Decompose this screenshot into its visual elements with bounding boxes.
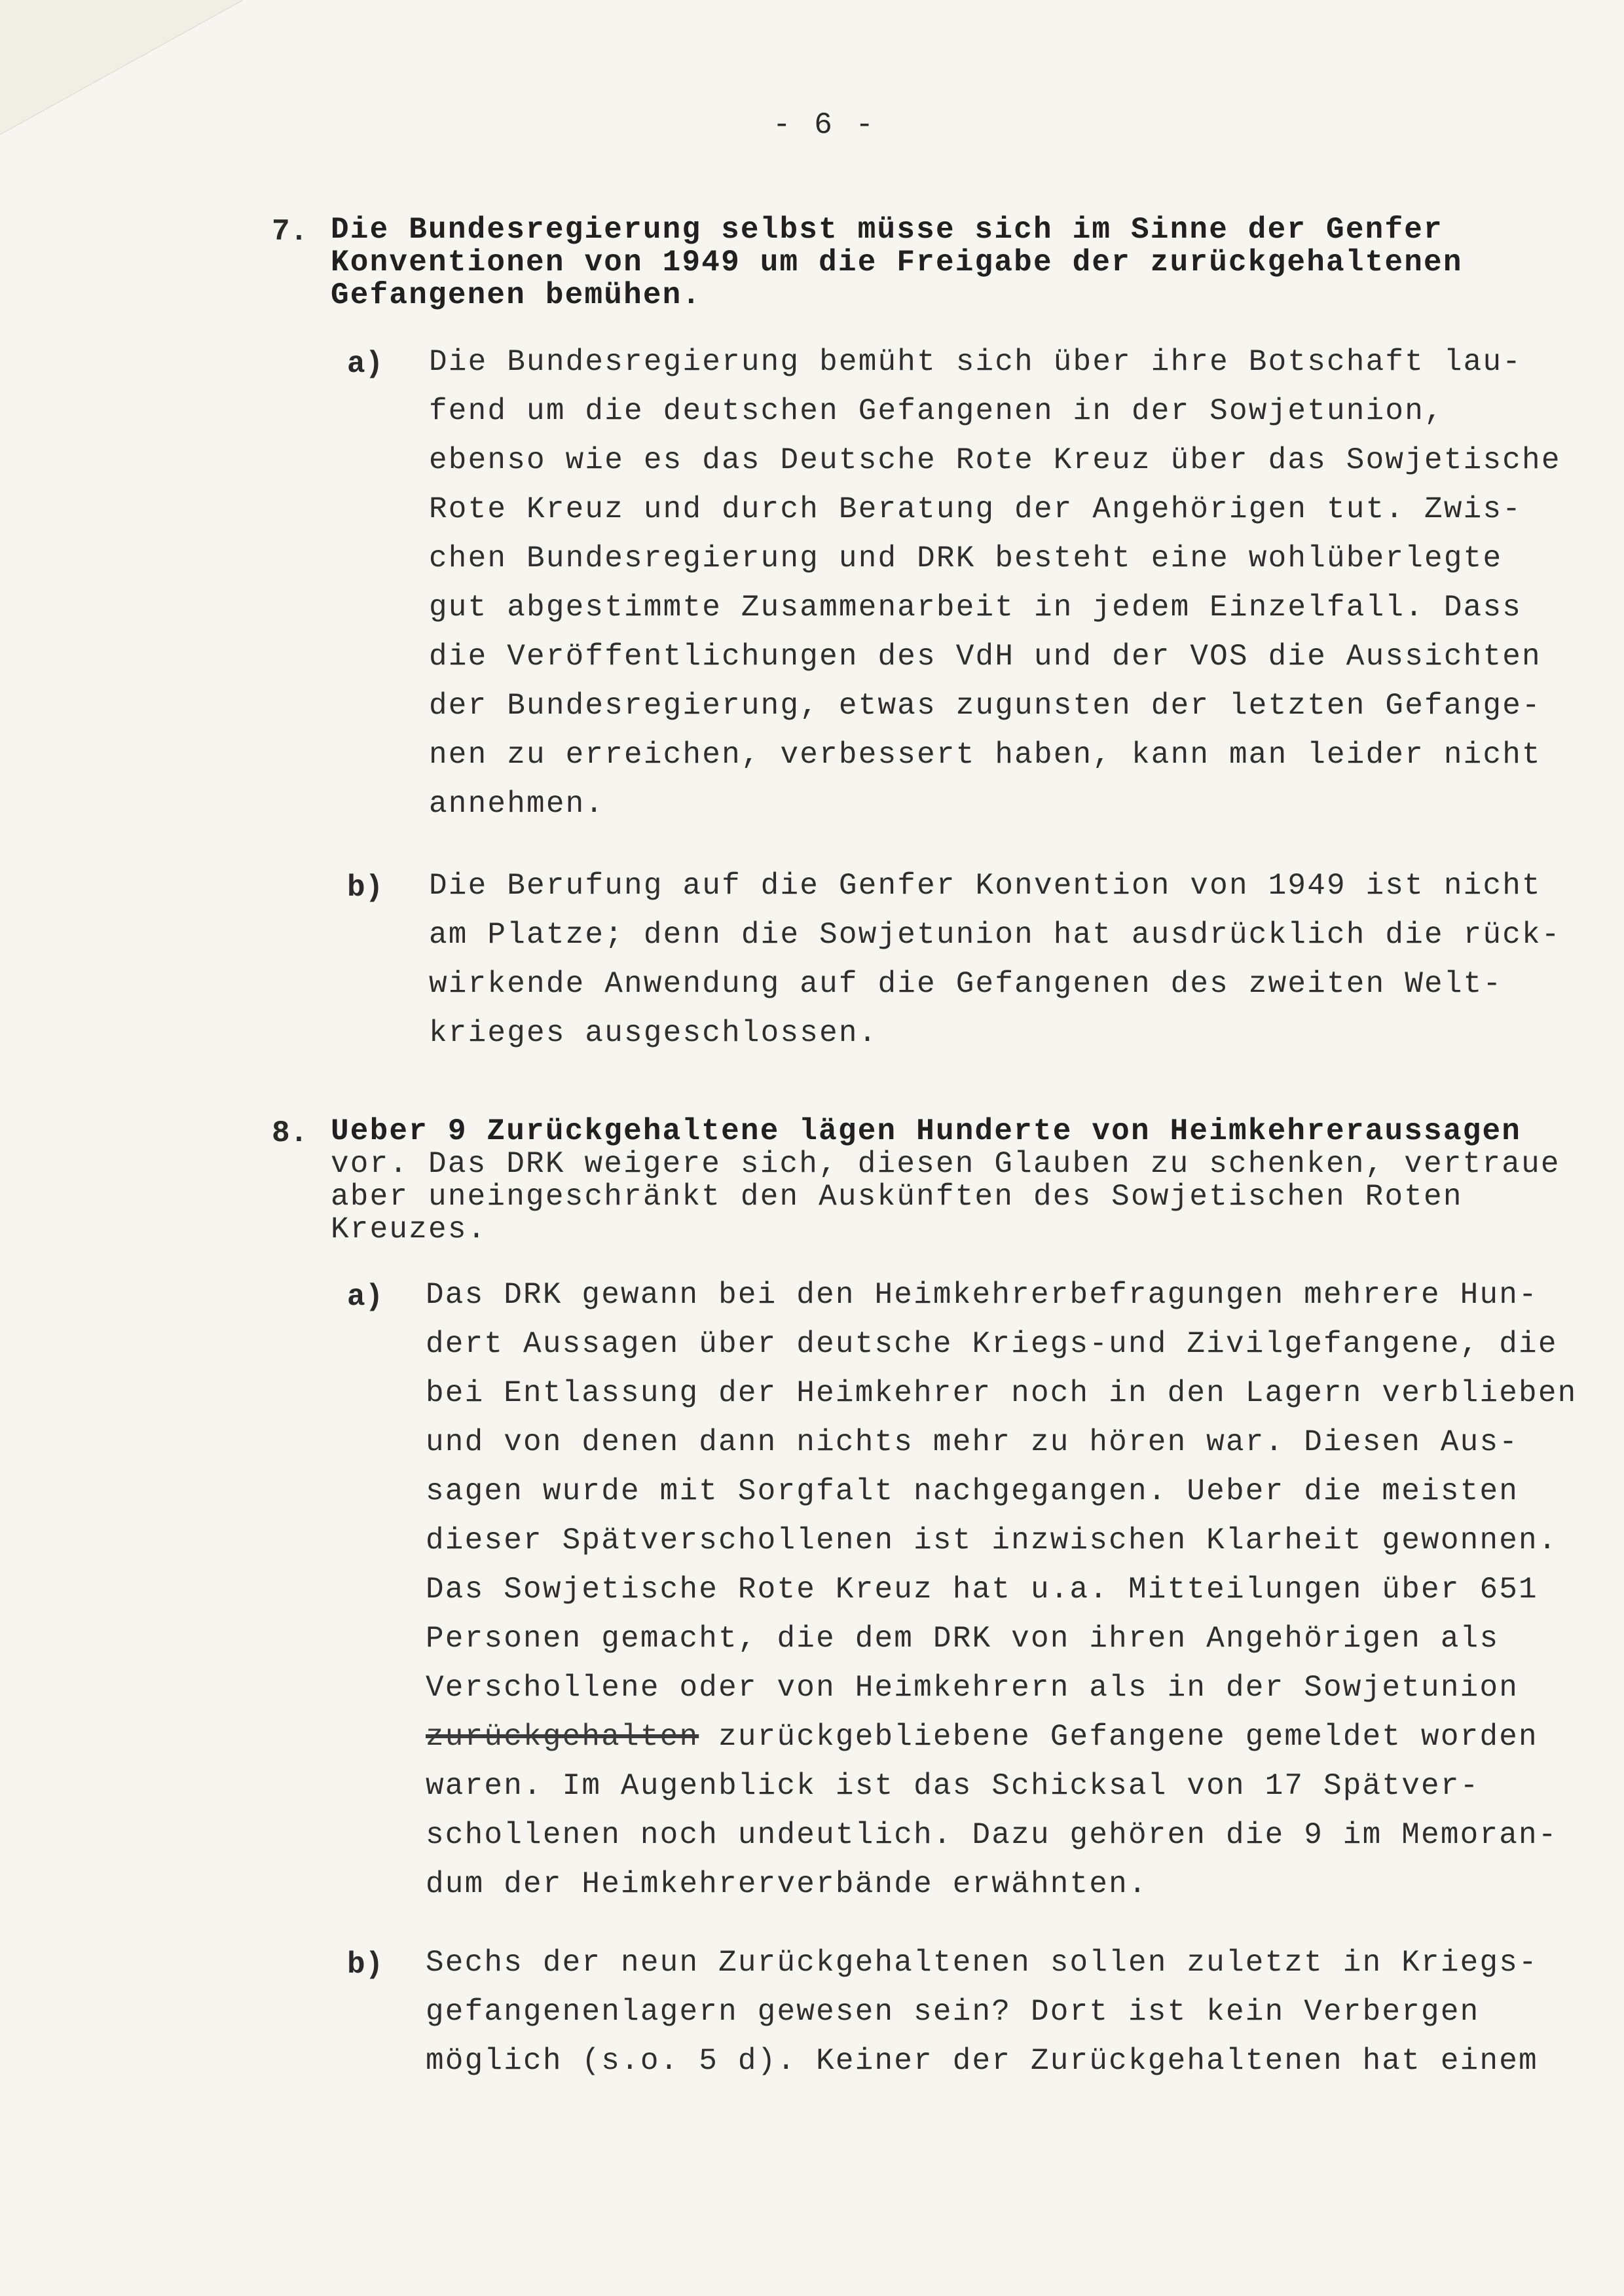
section-8-heading-line-4: Kreuzes.	[331, 1212, 487, 1247]
section-7a-line-7: die Veröffentlichungen des VdH und der VOS die Aussichten	[429, 640, 1541, 674]
section-8a-line-4: und von denen dann nichts mehr zu hören war. Diesen Aus-	[426, 1425, 1519, 1459]
section-7-item-a-marker: a)	[347, 347, 384, 381]
section-7a-line-10: annehmen.	[429, 787, 605, 821]
section-7a-line-1: Die Bundesregierung bemüht sich über ihre Botschaft lau-	[429, 345, 1522, 379]
section-8a-line-10	[426, 1722, 1538, 1752]
section-8a-line-5: sagen wurde mit Sorgfalt nachgegangen. Ueber die meisten	[426, 1474, 1519, 1508]
section-7-heading-line-3: Gefangenen bemühen.	[331, 278, 702, 312]
section-8a-line-12: schollenen noch undeutlich. Dazu gehören die 9 im Memoran-	[426, 1818, 1558, 1852]
section-8b-line-1: Sechs der neun Zurückgehaltenen sollen zuletzt in Kriegs-	[426, 1946, 1538, 1980]
section-8-heading-line-2: vor. Das DRK weigere sich, diesen Glauben zu schenken, vertraue	[331, 1147, 1560, 1181]
section-8a-line-9: Verschollene oder von Heimkehrern als in der Sowjetunion	[426, 1671, 1519, 1705]
section-8b-line-2: gefangenenlagern gewesen sein? Dort ist kein Verbergen	[426, 1995, 1480, 2029]
section-8-number: 8.	[272, 1116, 308, 1150]
section-8-heading-line-3: aber uneingeschränkt den Auskünften des Sowjetischen Roten	[331, 1180, 1463, 1214]
section-8b-line-3: möglich (s.o. 5 d). Keiner der Zurückgehaltenen hat einem	[426, 2044, 1538, 2078]
section-7b-line-3: wirkende Anwendung auf die Gefangenen des zweiten Welt-	[429, 967, 1503, 1001]
struck-word: zurückgehalten	[426, 1720, 699, 1754]
section-7-heading-line-2: Konventionen von 1949 um die Freigabe der zurückgehaltenen	[331, 246, 1463, 280]
section-8a-line-8: Personen gemacht, die dem DRK von ihren Angehörigen als	[426, 1622, 1500, 1656]
section-7b-line-1: Die Berufung auf die Genfer Konvention von 1949 ist nicht	[429, 869, 1541, 903]
page-number: - 6 -	[773, 108, 877, 142]
section-7b-line-2: am Platze; denn die Sowjetunion hat ausdrücklich die rück-	[429, 918, 1561, 952]
section-8a-line-7: Das Sowjetische Rote Kreuz hat u.a. Mitteilungen über 651	[426, 1573, 1538, 1607]
section-7a-line-4: Rote Kreuz und durch Beratung der Angehörigen tut. Zwis-	[429, 492, 1522, 526]
section-7a-line-8: der Bundesregierung, etwas zugunsten der letzten Gefange-	[429, 689, 1541, 723]
section-8-item-b-marker: b)	[347, 1948, 384, 1982]
section-8-heading-line-1: Ueber 9 Zurückgehaltene lägen Hunderte von Heimkehreraussagen	[331, 1114, 1522, 1148]
section-7a-line-5: chen Bundesregierung und DRK besteht eine wohlüberlegte	[429, 541, 1503, 575]
section-8-item-a-marker: a)	[347, 1280, 384, 1314]
section-7b-line-4: krieges ausgeschlossen.	[429, 1016, 878, 1050]
section-8a-line-1: Das DRK gewann bei den Heimkehrerbefragungen mehrere Hun-	[426, 1278, 1538, 1312]
section-8a-line-10-rest: zurückgebliebene Gefangene gemeldet worden	[699, 1720, 1538, 1754]
section-7a-line-2: fend um die deutschen Gefangenen in der Sowjetunion,	[429, 394, 1444, 428]
section-8a-line-13: dum der Heimkehrerverbände erwähnten.	[426, 1867, 1148, 1901]
section-7a-line-6: gut abgestimmte Zusammenarbeit in jedem Einzelfall. Dass	[429, 591, 1522, 625]
section-8a-line-3: bei Entlassung der Heimkehrer noch in den Lagern verblieben	[426, 1376, 1578, 1410]
section-7-number: 7.	[272, 215, 308, 249]
section-7-item-b-marker: b)	[347, 871, 384, 905]
section-7a-line-9: nen zu erreichen, verbessert haben, kann man leider nicht	[429, 738, 1541, 772]
section-8a-line-11: waren. Im Augenblick ist das Schicksal von 17 Spätver-	[426, 1769, 1480, 1803]
section-7-heading-line-1: Die Bundesregierung selbst müsse sich im Sinne der Genfer	[331, 213, 1443, 247]
section-8a-line-6: dieser Spätverschollenen ist inzwischen Klarheit gewonnen.	[426, 1523, 1558, 1558]
section-8a-line-2: dert Aussagen über deutsche Kriegs-und Zivilgefangene, die	[426, 1327, 1558, 1361]
folded-corner-crease	[0, 0, 249, 144]
section-7a-line-3: ebenso wie es das Deutsche Rote Kreuz über das Sowjetische	[429, 443, 1561, 477]
